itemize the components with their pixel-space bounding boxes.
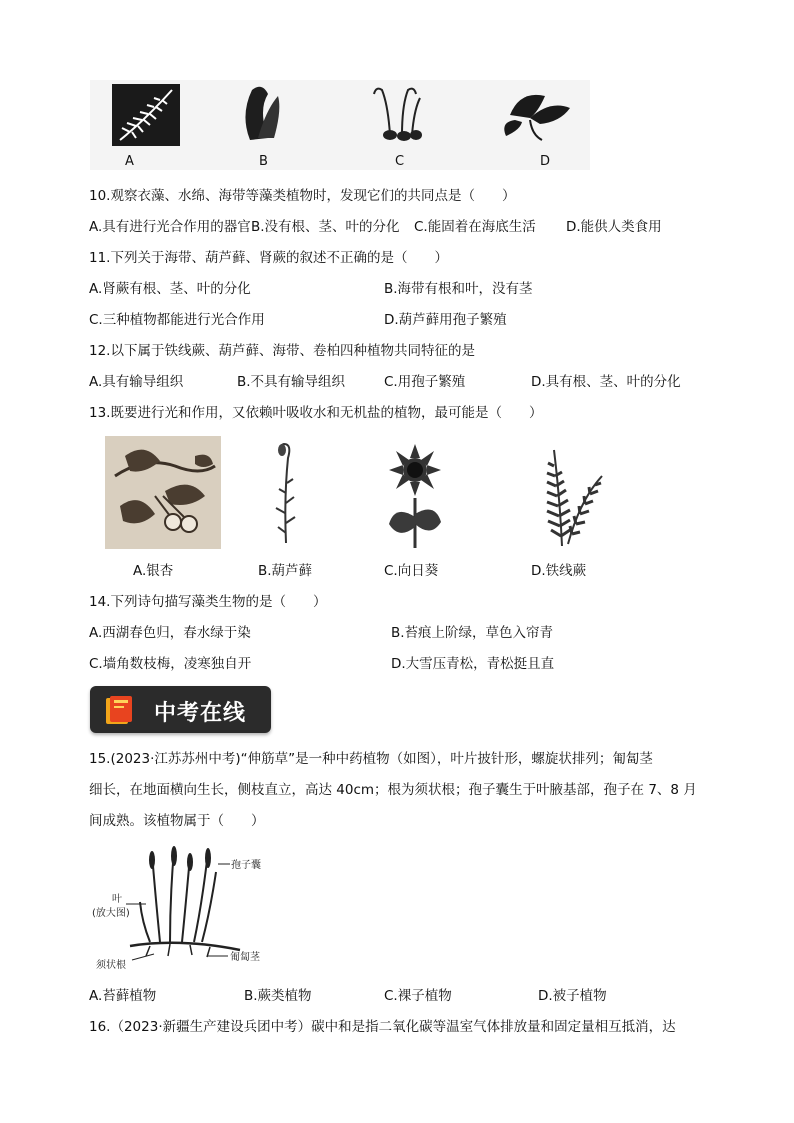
question-16-line-1: 16.（2023·新疆生产建设兵团中考）碳中和是指二氧化碳等温室气体排放量和固定量相互抵消，达 bbox=[89, 1019, 676, 1035]
top-figure-label-a: A bbox=[125, 154, 134, 169]
fern-drawing bbox=[532, 440, 612, 548]
question-10-option-d: D.能供人类食用 bbox=[566, 219, 662, 235]
question-10-stem: 10.观察衣藻、水绵、海带等藻类植物时，发现它们的共同点是（ ） bbox=[89, 188, 516, 204]
label-leaf-zoom: (放大图) bbox=[92, 908, 130, 919]
label-creeping-stem: 匍匐茎 bbox=[230, 952, 260, 963]
top-figure-label-d: D bbox=[540, 154, 551, 169]
question-15-option-c: C.裸子植物 bbox=[384, 988, 452, 1004]
book-icon bbox=[104, 694, 142, 726]
question-12-stem: 12.以下属于铁线蕨、葫芦藓、海带、卷柏四种植物共同特征的是 bbox=[89, 343, 475, 359]
question-15-line-3: 间成熟。该植物属于（ ） bbox=[89, 813, 265, 829]
question-13-option-c: C.向日葵 bbox=[384, 563, 439, 579]
club-moss-diagram bbox=[90, 842, 280, 972]
question-12-option-a: A.具有输导组织 bbox=[89, 374, 184, 390]
question-11-option-c: C.三种植物都能进行光合作用 bbox=[89, 312, 265, 328]
fern-figure-a bbox=[112, 84, 180, 146]
question-14-option-c: C.墙角数枝梅，凌寒独自开 bbox=[89, 656, 252, 672]
question-14-stem: 14.下列诗句描写藻类生物的是（ ） bbox=[89, 594, 327, 610]
question-13-option-b: B.葫芦藓 bbox=[258, 563, 313, 579]
question-14-option-b: B.苔痕上阶绿，草色入帘青 bbox=[391, 625, 554, 641]
question-15-line-2: 细长，在地面横向生长，侧枝直立，高达 40cm；根为须状根；孢子囊生于叶腋基部，孢子在 7、8 月 bbox=[89, 782, 697, 798]
question-12-option-d: D.具有根、茎、叶的分化 bbox=[531, 374, 681, 390]
top-figure-label-c: C bbox=[395, 154, 405, 169]
question-13-option-a: A.银杏 bbox=[133, 563, 174, 579]
moss-drawing bbox=[262, 438, 312, 548]
question-10-option-b: B.没有根、茎、叶的分化 bbox=[251, 219, 400, 235]
top-plant-figures bbox=[90, 80, 590, 170]
question-12-option-c: C.用孢子繁殖 bbox=[384, 374, 466, 390]
ginkgo-photo bbox=[105, 436, 221, 549]
question-15-line-1: 15.(2023·江苏苏州中考)“伸筋草”是一种中药植物（如图），叶片披针形，螺旋状排列；匍匐茎 bbox=[89, 751, 653, 767]
label-fibrous-root: 须状根 bbox=[96, 960, 126, 971]
question-10-option-a: A.具有进行光合作用的器官 bbox=[89, 219, 251, 235]
question-13-stem: 13.既要进行光和作用，又依赖叶吸收水和无机盐的植物，最可能是（ ） bbox=[89, 405, 543, 421]
question-14-option-a: A.西湖春色归，春水绿于染 bbox=[89, 625, 251, 641]
question-11-option-d: D.葫芦藓用孢子繁殖 bbox=[384, 312, 507, 328]
top-figure-label-b: B bbox=[259, 154, 268, 169]
question-15-option-b: B.蕨类植物 bbox=[244, 988, 312, 1004]
question-15-option-d: D.被子植物 bbox=[538, 988, 607, 1004]
question-13-option-d: D.铁线蕨 bbox=[531, 563, 587, 579]
question-11-option-a: A.肾蕨有根、茎、叶的分化 bbox=[89, 281, 251, 297]
label-sporangium: 孢子囊 bbox=[231, 860, 261, 871]
question-12-option-b: B.不具有输导组织 bbox=[237, 374, 346, 390]
section-banner bbox=[90, 686, 271, 733]
question-15-option-a: A.苔藓植物 bbox=[89, 988, 157, 1004]
label-leaf: 叶 bbox=[112, 894, 122, 905]
question-14-option-d: D.大雪压青松，青松挺且直 bbox=[391, 656, 555, 672]
question-11-stem: 11.下列关于海带、葫芦藓、肾蕨的叙述不正确的是（ ） bbox=[89, 250, 448, 266]
section-banner-title: 中考在线 bbox=[154, 701, 247, 726]
sunflower-drawing bbox=[385, 442, 445, 550]
question-11-option-b: B.海带有根和叶，没有茎 bbox=[384, 281, 533, 297]
question-10-option-c: C.能固着在海底生活 bbox=[414, 219, 536, 235]
